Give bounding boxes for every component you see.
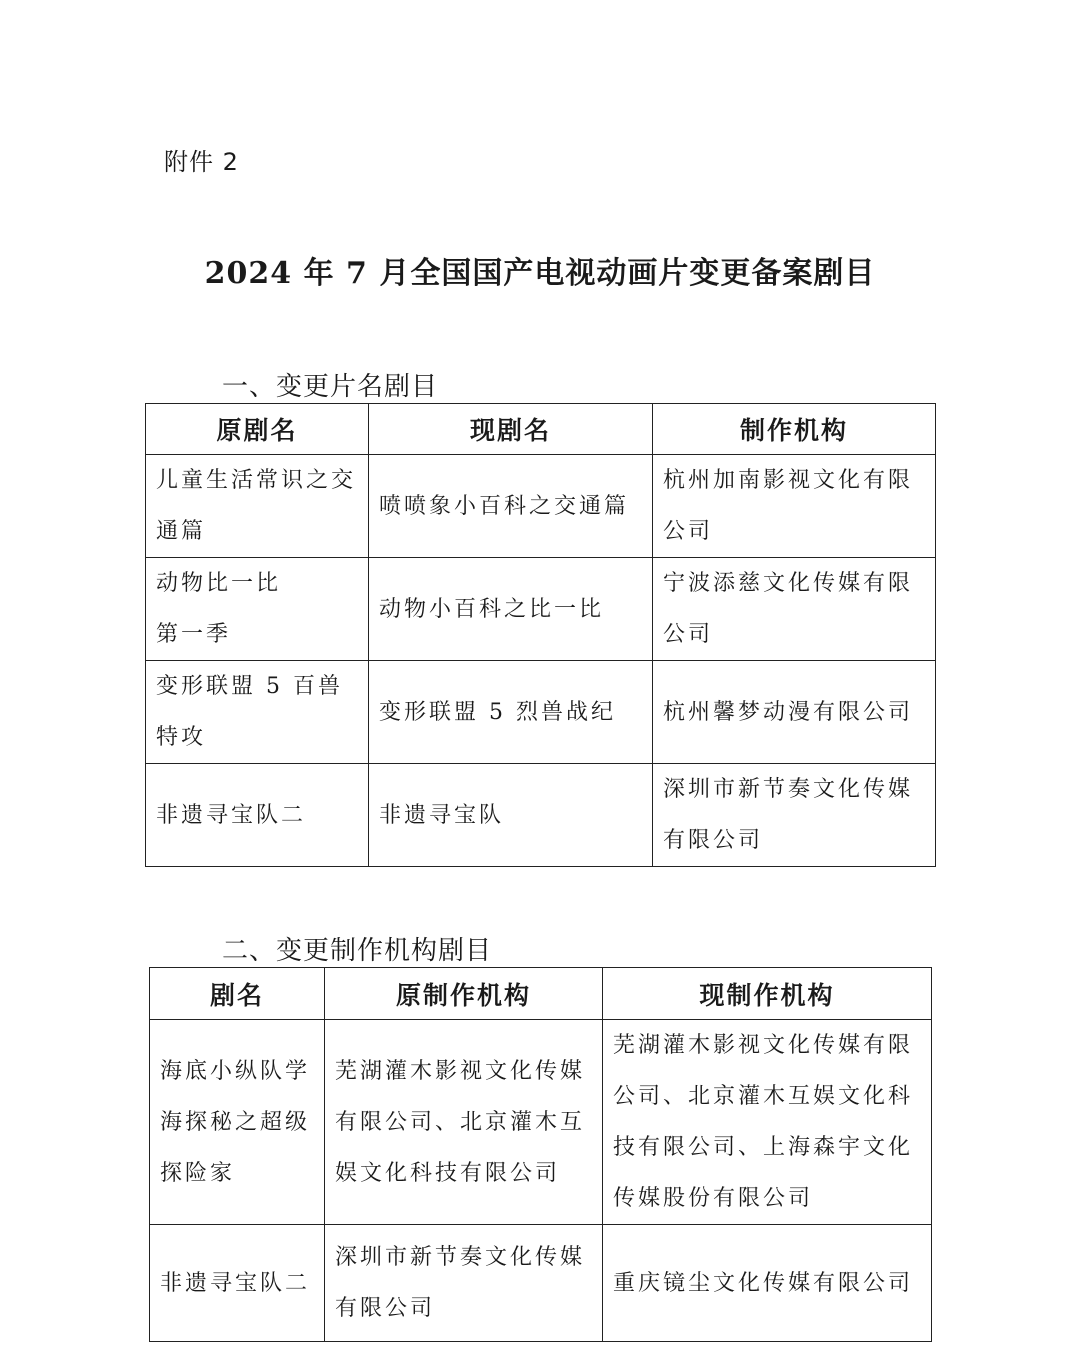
- table-row: [146, 558, 936, 661]
- producer-cell: 深圳市新节奏文化传媒有限公司: [653, 764, 936, 867]
- original-name-cell: 动物比一比 第一季: [146, 558, 369, 661]
- table-row: [146, 764, 936, 867]
- header-current-producer: 现制作机构: [603, 968, 932, 1020]
- header-original-name: 原剧名: [146, 404, 369, 455]
- table-row: [150, 1020, 932, 1225]
- header-original-producer: 原制作机构: [325, 968, 603, 1020]
- table-row: [146, 455, 936, 558]
- table-row: [146, 661, 936, 764]
- producer-change-table: [149, 967, 932, 1342]
- document-title: 2024 年 7 月全国国产电视动画片变更备案剧目: [204, 256, 876, 291]
- original-name-cell: 变形联盟 5 百兽特攻: [146, 661, 369, 764]
- original-name-cell: 非遗寻宝队二: [146, 764, 369, 867]
- name-cell: 非遗寻宝队二: [150, 1225, 325, 1342]
- current-name-cell: 动物小百科之比一比: [369, 558, 653, 661]
- current-producer-cell: 重庆镜尘文化传媒有限公司: [603, 1225, 932, 1342]
- name-cell: 海底小纵队学海探秘之超级探险家: [150, 1020, 325, 1225]
- table-header-row: [146, 404, 936, 455]
- producer-cell: 杭州馨梦动漫有限公司: [653, 661, 936, 764]
- current-producer-cell: 芜湖灌木影视文化传媒有限公司、北京灌木互娱文化科技有限公司、上海森宇文化传媒股份有限公司: [603, 1020, 932, 1225]
- section1-heading: 一、变更片名剧目: [222, 372, 439, 402]
- header-name: 剧名: [150, 968, 325, 1020]
- section2-heading: 二、变更制作机构剧目: [222, 936, 493, 966]
- table-row: [150, 1225, 932, 1342]
- producer-cell: 宁波添慈文化传媒有限公司: [653, 558, 936, 661]
- header-producer: 制作机构: [653, 404, 936, 455]
- current-name-cell: 变形联盟 5 烈兽战纪: [369, 661, 653, 764]
- attachment-label: 附件 2: [164, 148, 239, 176]
- producer-cell: 杭州加南影视文化有限公司: [653, 455, 936, 558]
- table-header-row: [150, 968, 932, 1020]
- original-name-cell: 儿童生活常识之交通篇: [146, 455, 369, 558]
- current-name-cell: 非遗寻宝队: [369, 764, 653, 867]
- original-producer-cell: 深圳市新节奏文化传媒有限公司: [325, 1225, 603, 1342]
- original-producer-cell: 芜湖灌木影视文化传媒有限公司、北京灌木互娱文化科技有限公司: [325, 1020, 603, 1225]
- header-current-name: 现剧名: [369, 404, 653, 455]
- current-name-cell: 喷喷象小百科之交通篇: [369, 455, 653, 558]
- title-change-table: [145, 403, 936, 867]
